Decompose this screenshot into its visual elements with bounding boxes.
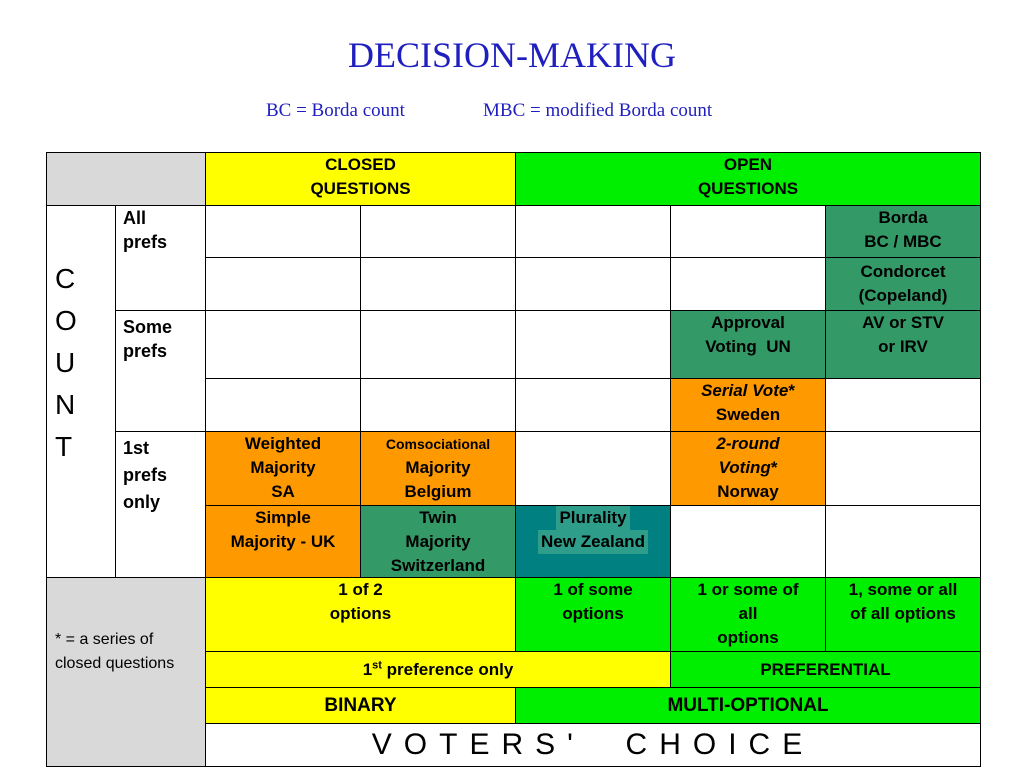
method-serial-vote <box>670 378 826 432</box>
method-line: (Copeland) <box>858 286 948 305</box>
asterisk: * <box>770 458 778 477</box>
method-approval-voting <box>670 310 826 379</box>
option-one-of-some <box>515 577 671 652</box>
method-line: Weighted <box>244 434 322 453</box>
row-label-line: All <box>123 208 147 228</box>
page-title: DECISION-MAKING <box>348 35 676 75</box>
count-letter: U <box>55 347 76 378</box>
subtitle-bc: BC = Borda count <box>266 100 405 121</box>
method-line: Belgium <box>404 482 472 501</box>
row-label-line: 1st <box>123 438 150 458</box>
method-name: Voting <box>718 458 771 477</box>
method-av-stv <box>825 310 981 379</box>
method-consociational-majority <box>360 431 516 506</box>
preferential-label: PREFERENTIAL <box>670 651 981 688</box>
option-line: 1, some or all <box>848 580 958 599</box>
voters-choice-label: VOTERS' CHOICE <box>205 723 981 767</box>
row-label-some-prefs <box>115 310 206 432</box>
grid-cell-empty <box>825 505 981 578</box>
option-line: all <box>738 604 758 623</box>
grid-cell-empty <box>515 431 671 506</box>
method-simple-majority <box>205 505 361 578</box>
header-open-line1: OPEN <box>723 155 773 174</box>
count-label <box>55 258 85 468</box>
method-line: Approval <box>711 313 785 332</box>
multi-optional-label: MULTI-OPTIONAL <box>515 687 981 724</box>
header-closed-line1: CLOSED <box>325 155 396 174</box>
note-text: * = a series of closed questions <box>55 631 175 672</box>
method-line: Comsociational <box>385 436 491 452</box>
method-line: Majority <box>405 532 471 551</box>
row-label-line: only <box>123 492 161 512</box>
grid-cell-empty <box>515 205 671 258</box>
first-pref-rest: preference only <box>381 659 514 679</box>
header-closed-line2: QUESTIONS <box>310 179 411 198</box>
row-label-line: prefs <box>123 341 168 361</box>
binary-label: BINARY <box>205 687 516 724</box>
method-two-round-voting <box>670 431 826 506</box>
method-borda <box>825 205 981 258</box>
method-line: BC / MBC <box>864 232 942 251</box>
count-letter: O <box>55 305 77 336</box>
method-line <box>719 456 778 480</box>
option-line: 1 of 2 <box>338 580 383 599</box>
method-line: Majority <box>250 458 316 477</box>
grid-cell-empty <box>825 431 981 506</box>
header-closed-questions <box>205 152 516 206</box>
method-weighted-majority <box>205 431 361 506</box>
header-open-line2: QUESTIONS <box>697 179 799 198</box>
asterisk: * <box>788 381 795 400</box>
option-line: 1 of some <box>553 580 633 599</box>
method-line: New Zealand <box>538 530 648 554</box>
method-line: Sweden <box>715 405 781 424</box>
method-line: AV or STV <box>862 313 944 332</box>
header-corner <box>46 152 206 206</box>
first-pref-num: 1 <box>362 659 373 679</box>
header-open-questions <box>515 152 981 206</box>
grid-cell-empty <box>360 257 516 311</box>
row-label-all-prefs <box>115 205 206 311</box>
option-one-some-all <box>825 577 981 652</box>
method-line: or IRV <box>878 337 928 356</box>
first-preference-only <box>205 651 671 688</box>
method-line: Majority <box>405 458 471 477</box>
method-line: Norway <box>717 482 779 501</box>
grid-cell-empty <box>670 505 826 578</box>
first-preference-label <box>363 658 514 682</box>
method-line: Twin <box>419 508 457 527</box>
grid-cell-empty <box>515 257 671 311</box>
method-line <box>701 379 795 403</box>
count-letter: T <box>55 431 73 462</box>
method-plurality <box>515 505 671 578</box>
option-line: options <box>562 604 624 623</box>
option-line: 1 or some of <box>697 580 799 599</box>
grid-cell-empty <box>670 205 826 258</box>
option-one-or-some <box>670 577 826 652</box>
grid-cell-empty <box>515 310 671 379</box>
row-label-line: Some <box>123 317 173 337</box>
method-line: Plurality <box>556 506 629 530</box>
method-line: Borda <box>878 208 928 227</box>
method-line: Switzerland <box>390 556 486 575</box>
method-line: Majority - UK <box>230 532 336 551</box>
option-line: options <box>717 628 779 647</box>
first-pref-sup: st <box>372 658 382 671</box>
count-letter: N <box>55 389 76 420</box>
method-line: SA <box>271 482 295 501</box>
grid-cell-empty <box>360 378 516 432</box>
row-label-line: prefs <box>123 232 168 252</box>
method-name: Serial Vote <box>701 381 789 400</box>
option-line: of all options <box>850 604 956 623</box>
subtitle-mbc: MBC = modified Borda count <box>483 100 713 121</box>
method-line: Voting UN <box>705 337 791 356</box>
grid-cell-empty <box>205 310 361 379</box>
grid-cell-empty <box>670 257 826 311</box>
grid-cell-empty <box>360 205 516 258</box>
row-label-line: prefs <box>123 465 168 485</box>
grid-cell-empty <box>205 257 361 311</box>
row-label-first-prefs <box>115 431 206 578</box>
option-line: options <box>329 604 392 623</box>
method-twin-majority <box>360 505 516 578</box>
method-line: Condorcet <box>860 262 946 281</box>
grid-cell-empty <box>205 205 361 258</box>
grid-cell-empty <box>515 378 671 432</box>
count-letter: C <box>55 263 76 294</box>
grid-cell-empty <box>360 310 516 379</box>
method-condorcet <box>825 257 981 311</box>
method-line: 2-round <box>716 434 780 453</box>
grid-cell-empty <box>825 378 981 432</box>
grid-cell-empty <box>205 378 361 432</box>
method-line: Simple <box>255 508 311 527</box>
option-one-of-two <box>205 577 516 652</box>
